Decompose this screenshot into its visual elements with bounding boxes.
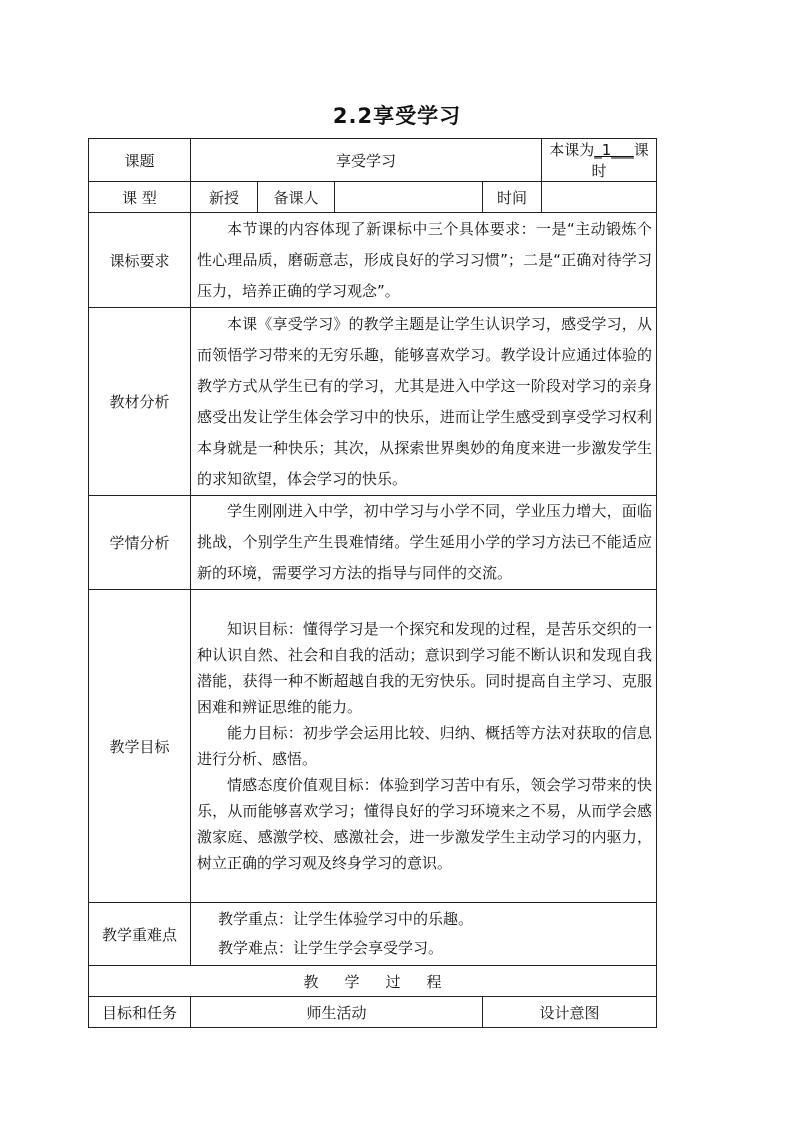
knowledge-objective: 知识目标：懂得学习是一个探究和发现的过程，是苦乐交织的一种认识自然、社会和自我的活动；意识到学习能不断认识和发现自我潜能，获得一种不断超越自我的无穷快乐。同时提高自主学习、克服困难和辨证思维的能力。 xyxy=(197,620,652,716)
process-header-row xyxy=(89,966,657,997)
textbook-row xyxy=(89,308,657,496)
key-points-content xyxy=(191,903,657,966)
curriculum-row xyxy=(89,213,657,308)
preparer-value xyxy=(335,182,483,213)
objectives-row xyxy=(89,590,657,903)
class-hours-value: _1___ xyxy=(594,141,634,159)
topic-label: 课题 xyxy=(89,139,191,182)
curriculum-text: 本节课的内容体现了新课标中三个具体要求：一是“主动锻炼个性心理品质，磨砺意志，形成良好的学习习惯”；二是“正确对待学习压力，培养正确的学习观念”。 xyxy=(197,219,652,300)
students-text: 学生刚刚进入中学，初中学习与小学不同，学业压力增大，面临挑战，个别学生产生畏难情绪。学生延用小学的学习方法已不能适应新的环境，需要学习方法的指导与同伴的交流。 xyxy=(197,502,652,582)
topic-row xyxy=(89,139,657,182)
page-title: 2.2享受学习 xyxy=(332,104,462,128)
key-points-label: 教学重难点 xyxy=(89,903,191,966)
objectives-label: 教学目标 xyxy=(89,590,191,903)
preparer-label: 备课人 xyxy=(258,182,335,213)
curriculum-content xyxy=(191,213,657,308)
process-header-text: 教学过程 xyxy=(303,972,468,991)
time-label: 时间 xyxy=(483,182,542,213)
curriculum-label: 课标要求 xyxy=(89,213,191,308)
topic-value: 享受学习 xyxy=(191,139,542,182)
lesson-type-value: 新授 xyxy=(191,182,258,213)
students-row xyxy=(89,496,657,590)
lesson-type-label: 课 型 xyxy=(89,182,191,213)
textbook-label: 教材分析 xyxy=(89,308,191,496)
objectives-content xyxy=(191,590,657,903)
key-points-row xyxy=(89,903,657,966)
process-col-intent: 设计意图 xyxy=(483,997,657,1028)
emotion-objective: 情感态度价值观目标：体验到学习苦中有乐，领会学习带来的快乐，从而能够喜欢学习；懂得良好的学习环境来之不易，从而学会感激家庭、感激学校、感激社会，进一步激发学生主动学习的内驱力，树立正确的学习观及终身学习的意识。 xyxy=(197,776,652,872)
textbook-text: 本课《享受学习》的教学主题是让学生认识学习，感受学习，从而领悟学习带来的无穷乐趣，能够喜欢学习。教学设计应通过体验的教学方式从学生已有的学习，尤其是进入中学这一阶段对学习的亲身感受出发让学生体会学习中的快乐，进而让学生感受到享受学习权利本身就是一种快乐；其次，从探索世界奥妙的角度来进一步激发学生的求知欲望，体会学习的快乐。 xyxy=(197,314,652,488)
time-value xyxy=(542,182,657,213)
process-col-activities: 师生活动 xyxy=(191,997,483,1028)
class-hours-suffix: 课时 xyxy=(591,141,649,180)
ability-objective: 能力目标：初步学会运用比较、归纳、概括等方法对获取的信息进行分析、感悟。 xyxy=(197,724,652,768)
textbook-content xyxy=(191,308,657,496)
process-col-goals: 目标和任务 xyxy=(89,997,191,1028)
process-columns-row xyxy=(89,997,657,1028)
lesson-plan-table xyxy=(88,138,657,1028)
lesson-type-row xyxy=(89,182,657,213)
class-hours-cell xyxy=(542,139,657,182)
class-hours-prefix: 本课为 xyxy=(549,141,595,159)
teaching-difficulty: 教学难点：让学生学会享受学习。 xyxy=(218,939,444,957)
students-label: 学情分析 xyxy=(89,496,191,590)
process-header xyxy=(89,966,657,997)
students-content xyxy=(191,496,657,590)
teaching-focus: 教学重点：让学生体验学习中的乐趣。 xyxy=(218,910,474,928)
